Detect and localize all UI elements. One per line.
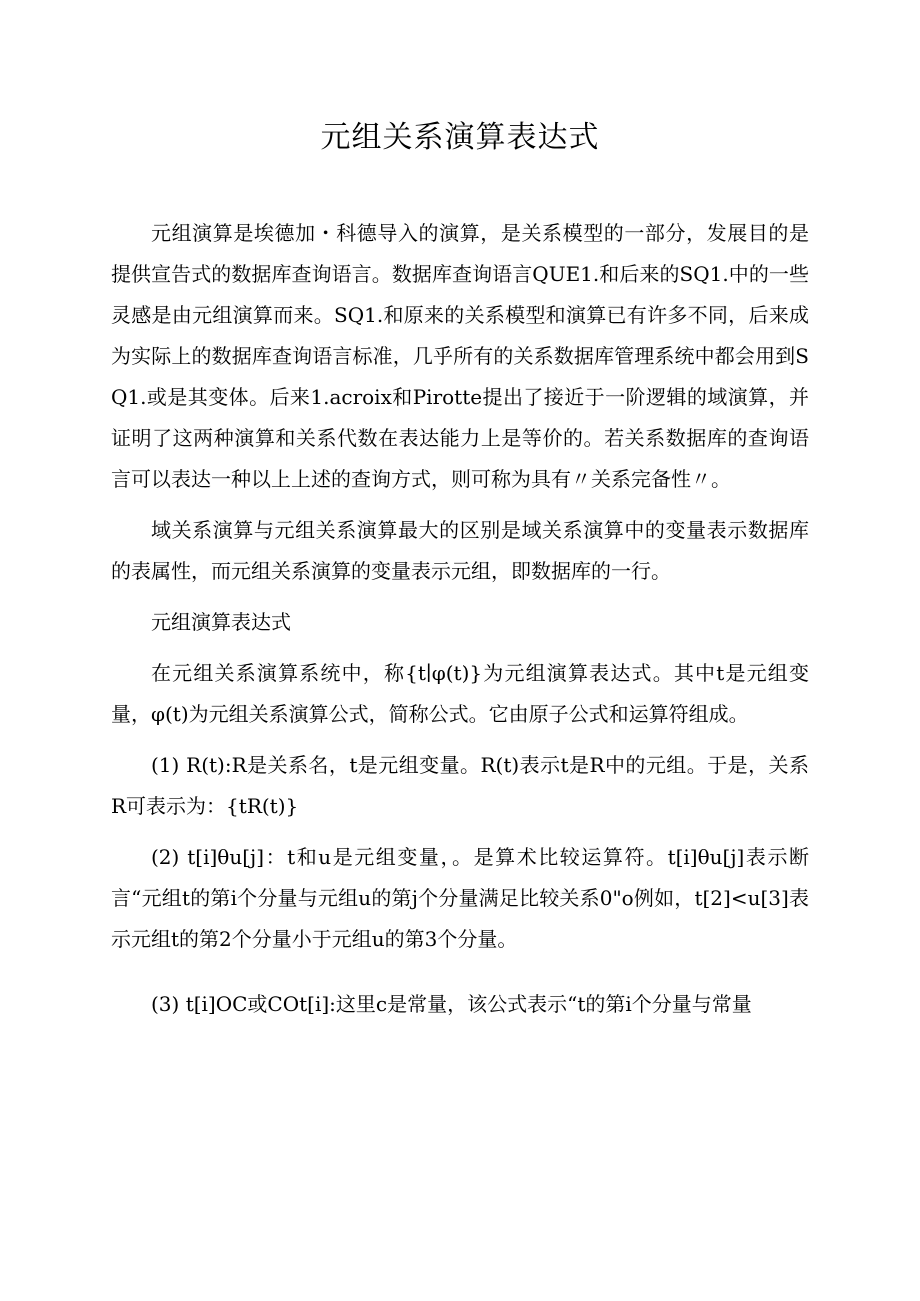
paragraph-item-1: (1) R(t):R是关系名，t是元组变量。R(t)表示t是R中的元组。于是，关系R可表示为：{tR(t)} bbox=[111, 753, 809, 818]
document-title: 元组关系演算表达式 bbox=[320, 120, 600, 155]
document-body bbox=[111, 213, 809, 1025]
paragraph-intro: 元组演算是埃德加・科德导入的演算，是关系模型的一部分，发展目的是提供宣告式的数据库查询语言。数据库查询语言QUE1.和后来的SQ1.中的一些灵感是由元组演算而来。SQ1.和原来的关系模型和演算已有许多不同，后来成为实际上的数据库查询语言标准，几乎所有的关系数据库管理系统中都会用到SQ1.或是其变体。后来1.acroix和Pirotte提出了接近于一阶逻辑的域演算，并证明了这两种演算和关系代数在表达能力上是等价的。若关系数据库的查询语言可以表达一种以上上述的查询方式，则可称为具有〃关系完备性〃。 bbox=[111, 221, 809, 491]
paragraph-definition: 在元组关系演算系统中，称{t∣φ(t)}为元组演算表达式。其中t是元组变量，φ(t)为元组关系演算公式，简称公式。它由原子公式和运算符组成。 bbox=[111, 661, 809, 726]
paragraph-item-2: (2) t[i]θu[j]：t和u是元组变量，。是算术比较运算符。t[i]θu[j]表示断言“元组t的第i个分量与元组u的第j个分量满足比较关系0"o例如，t[2]<u[3]表示元组t的第2个分量小于元组u的第3个分量。 bbox=[111, 845, 809, 951]
section-heading: 元组演算表达式 bbox=[151, 610, 291, 634]
paragraph-domain-vs-tuple: 域关系演算与元组关系演算最大的区别是域关系演算中的变量表示数据库的表属性，而元组关系演算的变量表示元组，即数据库的一行。 bbox=[111, 518, 809, 583]
paragraph-item-3: (3) t[i]OC或COt[i]:这里c是常量，该公式表示“t的第i个分量与常量 bbox=[151, 992, 752, 1016]
